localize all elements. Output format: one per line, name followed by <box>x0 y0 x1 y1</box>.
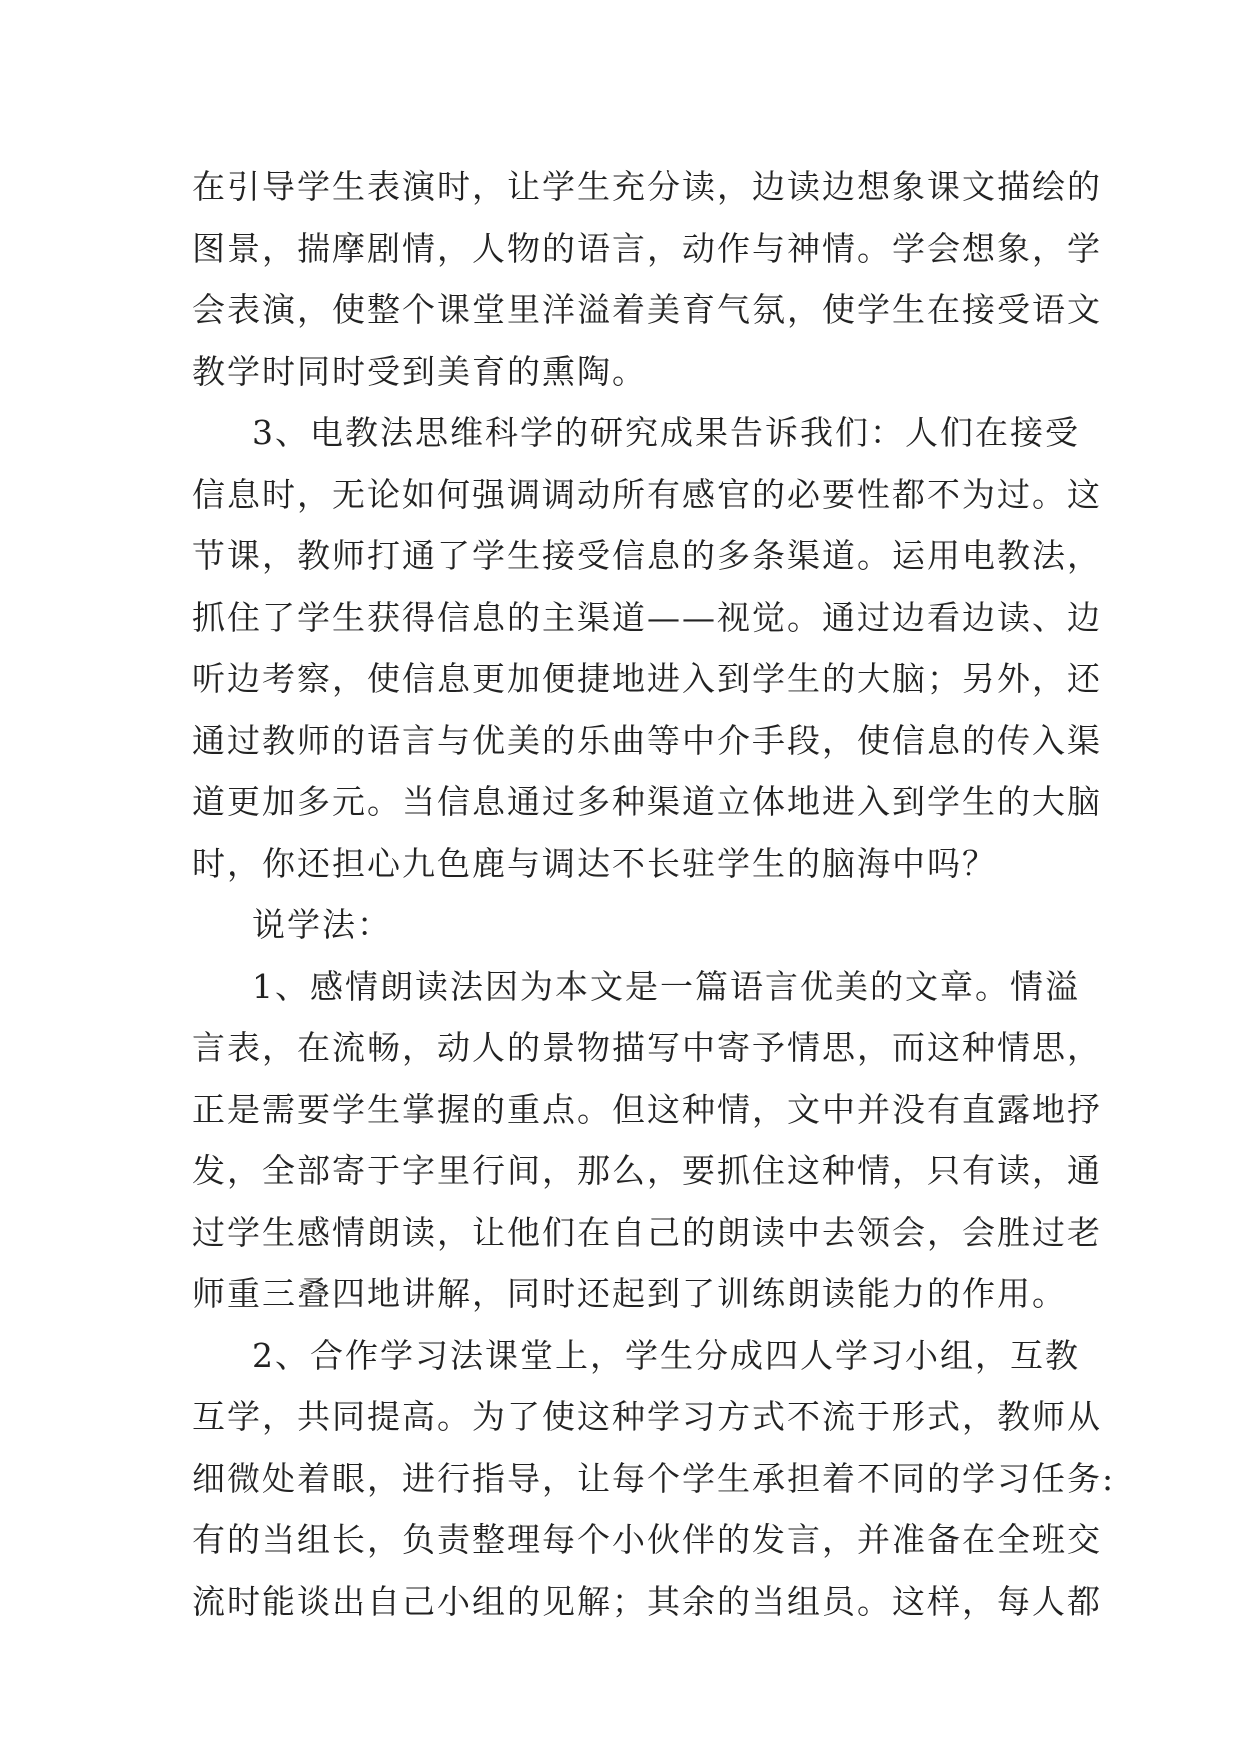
text-line: 正是需要学生掌握的重点。但这种情，文中并没有直露地抒 <box>192 1089 1102 1129</box>
text-line: 流时能谈出自己小组的见解；其余的当组员。这样，每人都 <box>192 1581 1102 1621</box>
text-line: 时，你还担心九色鹿与调达不长驻学生的脑海中吗？ <box>192 843 997 883</box>
text-line: 细微处着眼，进行指导，让每个学生承担着不同的学习任务: <box>192 1458 1116 1498</box>
text-line: 听边考察，使信息更加便捷地进入到学生的大脑；另外，还 <box>192 659 1102 698</box>
text-line: 会表演，使整个课堂里洋溢着美育气氛，使学生在接受语文 <box>192 290 1102 329</box>
text-line: 道更加多元。当信息通过多种渠道立体地进入到学生的大脑 <box>192 782 1102 821</box>
text-line: 互学，共同提高。为了使这种学习方式不流于形式，教师从 <box>192 1397 1102 1436</box>
text-line: 抓住了学生获得信息的主渠道——视觉。通过边看边读、边 <box>192 597 1102 637</box>
text-line: 节课，教师打通了学生接受信息的多条渠道。运用电教法， <box>192 536 1102 575</box>
text-line: 有的当组长，负责整理每个小伙伴的发言，并准备在全班交 <box>192 1520 1102 1559</box>
text-line: 教学时同时受到美育的熏陶。 <box>192 351 647 391</box>
text-line: 3、电教法思维科学的研究成果告诉我们：人们在接受 <box>252 413 1080 452</box>
text-line: 言表，在流畅，动人的景物描写中寄予情思，而这种情思， <box>192 1028 1102 1067</box>
text-line: 发，全部寄于字里行间，那么，要抓住这种情，只有读，通 <box>192 1151 1102 1190</box>
text-line: 师重三叠四地讲解，同时还起到了训练朗读能力的作用。 <box>192 1274 1067 1313</box>
text-line: 过学生感情朗读，让他们在自己的朗读中去领会，会胜过老 <box>192 1212 1102 1252</box>
text-line: 通过教师的语言与优美的乐曲等中介手段，使信息的传入渠 <box>192 720 1102 760</box>
text-line: 1、感情朗读法因为本文是一篇语言优美的文章。情溢 <box>252 966 1080 1006</box>
body-text <box>192 156 1116 1632</box>
text-line: 在引导学生表演时，让学生充分读，边读边想象课文描绘的 <box>192 167 1102 206</box>
text-line: 2、合作学习法课堂上，学生分成四人学习小组，互教 <box>252 1335 1080 1375</box>
text-line: 图景，揣摩剧情，人物的语言，动作与神情。学会想象，学 <box>192 228 1102 268</box>
text-line: 说学法： <box>252 905 392 944</box>
text-line: 信息时，无论如何强调调动所有感官的必要性都不为过。这 <box>192 474 1102 514</box>
